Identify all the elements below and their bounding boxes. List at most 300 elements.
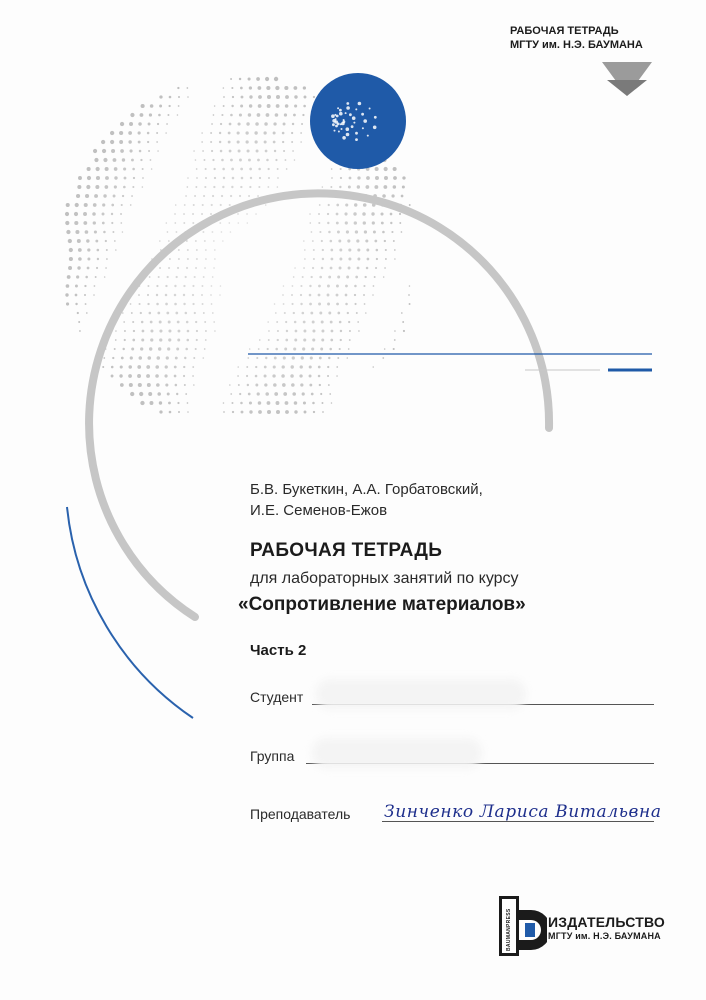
sphere-dot <box>219 141 221 143</box>
sphere-dot <box>147 285 149 287</box>
sphere-dot <box>294 159 296 161</box>
sphere-dot <box>309 213 311 215</box>
sphere-dot <box>187 177 189 179</box>
sphere-dot <box>257 113 261 117</box>
sphere-dot <box>363 294 365 296</box>
sphere-dot <box>337 231 340 234</box>
sphere-dot <box>292 392 296 396</box>
sphere-dot <box>327 213 329 215</box>
sphere-dot <box>339 249 342 252</box>
sphere-dot <box>77 266 80 269</box>
sphere-dot <box>339 186 341 188</box>
sphere-dot <box>249 348 251 350</box>
sphere-dot <box>258 186 260 188</box>
sphere-dot <box>293 312 295 314</box>
sphere-dot <box>192 285 194 287</box>
sphere-dot <box>120 122 124 126</box>
sphere-dot <box>312 267 314 269</box>
sphere-dot <box>255 213 257 215</box>
sphere-dot <box>249 401 252 404</box>
sphere-dot <box>146 374 150 378</box>
sphere-dot <box>339 321 342 324</box>
sphere-dot <box>202 303 204 305</box>
sphere-dot <box>66 302 69 305</box>
sphere-dot <box>372 366 374 368</box>
sphere-dot <box>168 338 171 341</box>
sphere-dot <box>294 104 297 107</box>
sphere-dot <box>374 185 378 189</box>
sphere-dot <box>357 258 360 261</box>
sphere-dot <box>69 248 73 252</box>
sphere-dot <box>166 312 169 315</box>
sphere-dot <box>238 150 241 153</box>
sphere-dot <box>322 411 324 413</box>
sphere-dot <box>139 392 143 396</box>
sphere-dot <box>258 401 262 405</box>
sphere-dot <box>246 213 248 215</box>
sphere-dot <box>282 141 284 143</box>
sphere-dot <box>255 366 257 368</box>
sphere-dot <box>231 186 233 188</box>
sphere-dot <box>295 330 298 333</box>
sphere-dot <box>357 248 360 251</box>
sphere-dot <box>250 177 252 179</box>
sphere-dot <box>223 177 225 179</box>
sphere-highlight-dot <box>362 127 364 129</box>
sphere-dot <box>299 374 302 377</box>
blue-sphere-icon <box>310 73 406 169</box>
sphere-dot <box>345 221 348 224</box>
sphere-dot <box>147 383 151 387</box>
sphere-dot <box>394 258 396 260</box>
sphere-dot <box>245 131 248 134</box>
sphere-dot <box>348 348 350 350</box>
sphere-dot <box>75 285 78 288</box>
sphere-dot <box>103 194 106 197</box>
sphere-dot <box>249 95 252 98</box>
sphere-dot <box>174 366 177 369</box>
sphere-dot <box>355 276 358 279</box>
sphere-dot <box>185 276 187 278</box>
sphere-dot <box>394 330 396 332</box>
sphere-dot <box>364 303 366 305</box>
sphere-dot <box>156 141 158 143</box>
sphere-dot <box>119 140 123 144</box>
sphere-dot <box>265 150 268 153</box>
sphere-dot <box>366 267 369 270</box>
sphere-dot <box>159 240 161 242</box>
sphere-dot <box>264 383 267 386</box>
sphere-dot <box>210 294 212 296</box>
sphere-dot <box>147 294 149 296</box>
sphere-dot <box>120 213 122 215</box>
sphere-dot <box>133 177 135 179</box>
sphere-dot <box>347 357 349 359</box>
sphere-dot <box>175 384 178 387</box>
sphere-dot <box>147 132 150 135</box>
sphere-dot <box>327 285 330 288</box>
sphere-dot <box>194 195 196 197</box>
sphere-dot <box>248 159 251 162</box>
sphere-dot <box>336 366 338 368</box>
sphere-dot <box>274 77 278 81</box>
sphere-dot <box>321 330 324 333</box>
sphere-dot <box>183 285 185 287</box>
sphere-dot <box>168 329 171 332</box>
sphere-dot <box>409 303 411 305</box>
sphere-dot <box>384 176 388 180</box>
sphere-dot <box>155 374 159 378</box>
sphere-dot <box>178 330 181 333</box>
sphere-dot <box>232 411 234 413</box>
sphere-dot <box>196 330 198 332</box>
sphere-dot <box>265 392 269 396</box>
sphere-dot <box>372 221 375 224</box>
sphere-dot <box>213 186 215 188</box>
sphere-highlight-dot <box>352 116 356 120</box>
sphere-dot <box>102 213 105 216</box>
sphere-dot <box>101 140 105 144</box>
sphere-dot <box>142 330 145 333</box>
sphere-dot <box>214 330 216 332</box>
sphere-dot <box>249 104 252 107</box>
sphere-dot <box>293 347 296 350</box>
publisher-vertical-text: BAUMANPRESS <box>506 908 512 952</box>
sphere-dot <box>87 167 91 171</box>
sphere-dot <box>266 159 269 162</box>
sphere-dot <box>230 159 233 162</box>
sphere-dot <box>212 231 214 233</box>
sphere-dot <box>132 186 134 188</box>
sphere-dot <box>196 168 198 170</box>
sphere-dot <box>238 384 240 386</box>
sphere-dot <box>390 222 392 224</box>
sphere-dot <box>241 411 244 414</box>
sphere-dot <box>183 222 185 224</box>
sphere-dot <box>68 266 72 270</box>
sphere-dot <box>102 149 106 153</box>
sphere-dot <box>196 177 198 179</box>
sphere-dot <box>114 185 117 188</box>
sphere-dot <box>367 258 370 261</box>
sphere-dot <box>75 203 79 207</box>
publisher-name: ИЗДАТЕЛЬСТВО <box>548 914 666 930</box>
series-title-line1: РАБОЧАЯ ТЕТРАДЬ <box>510 25 619 37</box>
sphere-dot <box>203 195 205 197</box>
sphere-dot <box>138 122 141 125</box>
sphere-dot <box>158 276 160 278</box>
sphere-dot <box>282 132 285 135</box>
sphere-dot <box>165 132 167 134</box>
sphere-dot <box>229 150 232 153</box>
sphere-dot <box>168 402 171 405</box>
sphere-dot <box>165 294 168 297</box>
sphere-dot <box>187 87 189 89</box>
sphere-dot <box>195 348 197 350</box>
sphere-dot <box>177 114 179 116</box>
sphere-dot <box>293 114 296 117</box>
sphere-dot <box>151 168 153 170</box>
sphere-dot <box>221 114 223 116</box>
sphere-dot <box>327 303 330 306</box>
sphere-dot <box>336 375 338 377</box>
sphere-dot <box>192 222 194 224</box>
sphere-dot <box>75 230 79 234</box>
teacher-name: Зинченко Лариса Витальвна <box>384 802 662 822</box>
sphere-dot <box>284 348 287 351</box>
sphere-dot <box>393 167 397 171</box>
sphere-dot <box>391 194 394 197</box>
sphere-dot <box>159 401 162 404</box>
sphere-highlight-dot <box>369 108 371 110</box>
sphere-highlight-dot <box>351 125 354 128</box>
sphere-dot <box>393 185 396 188</box>
sphere-dot <box>371 212 374 215</box>
sphere-dot <box>399 213 401 215</box>
sphere-dot <box>183 375 185 377</box>
sphere-dot <box>283 303 285 305</box>
sphere-dot <box>312 402 315 405</box>
sphere-dot <box>174 294 177 297</box>
sphere-dot <box>94 230 97 233</box>
sphere-dot <box>205 168 207 170</box>
sphere-dot <box>300 303 302 305</box>
sphere-dot <box>366 176 370 180</box>
sphere-dot <box>285 159 287 161</box>
sphere-dot <box>240 402 243 405</box>
sphere-dot <box>312 240 314 242</box>
sphere-dot <box>331 168 333 170</box>
sphere-dot <box>193 150 195 152</box>
sphere-dot <box>212 195 214 197</box>
sphere-dot <box>267 186 269 188</box>
sphere-dot <box>284 113 287 116</box>
sphere-dot <box>212 276 214 278</box>
sphere-dot <box>258 410 262 414</box>
group-field[interactable] <box>250 744 654 768</box>
sphere-dot <box>84 203 88 207</box>
sphere-dot <box>139 303 141 305</box>
sphere-dot <box>138 131 141 134</box>
sphere-dot <box>230 195 232 197</box>
sphere-dot <box>390 213 393 216</box>
sphere-highlight-dot <box>346 106 350 110</box>
sphere-dot <box>254 131 257 134</box>
sphere-dot <box>230 78 232 80</box>
sphere-dot <box>95 240 98 243</box>
sphere-dot <box>97 249 100 252</box>
sphere-dot <box>313 96 315 98</box>
sphere-dot <box>212 312 214 314</box>
sphere-dot <box>210 132 212 134</box>
sphere-dot <box>303 321 306 324</box>
sphere-dot <box>142 168 144 170</box>
sphere-dot <box>84 285 86 287</box>
sphere-dot <box>402 321 404 323</box>
teacher-field[interactable] <box>250 802 662 826</box>
sphere-dot <box>237 140 240 143</box>
sphere-dot <box>65 293 68 296</box>
sphere-dot <box>177 339 180 342</box>
sphere-dot <box>140 312 142 314</box>
sphere-dot <box>129 383 133 387</box>
sphere-dot <box>257 86 261 90</box>
sphere-dot <box>204 240 206 242</box>
sphere-dot <box>294 267 296 269</box>
sphere-dot <box>186 339 189 342</box>
sphere-dot <box>204 267 206 269</box>
sphere-dot <box>148 123 151 126</box>
sphere-dot <box>121 204 123 206</box>
sphere-dot <box>229 384 231 386</box>
sphere-dot <box>222 168 225 171</box>
sphere-dot <box>384 267 386 269</box>
sphere-dot <box>336 294 339 297</box>
sphere-dot <box>319 357 322 360</box>
sphere-dot <box>132 339 135 342</box>
sphere-dot <box>255 140 258 143</box>
down-triangle-icon <box>602 62 652 96</box>
sphere-dot <box>258 95 262 99</box>
sphere-dot <box>192 294 194 296</box>
sphere-dot <box>87 176 91 180</box>
sphere-dot <box>85 303 87 305</box>
sphere-dot <box>393 240 395 242</box>
sphere-highlight-dot <box>346 102 349 105</box>
sphere-dot <box>149 347 152 350</box>
sphere-dot <box>157 150 159 152</box>
sphere-dot <box>310 312 313 315</box>
sphere-dot <box>132 168 135 171</box>
sphere-dot <box>221 159 224 162</box>
sphere-dot <box>77 185 81 189</box>
sphere-dot <box>77 312 79 314</box>
sphere-dot <box>363 203 367 207</box>
sphere-dot <box>150 330 153 333</box>
student-field[interactable] <box>250 685 654 709</box>
sphere-dot <box>340 168 342 170</box>
sphere-dot <box>119 374 122 377</box>
sphere-dot <box>111 366 114 369</box>
sphere-dot <box>274 150 276 152</box>
sphere-dot <box>137 365 141 369</box>
sphere-dot <box>205 258 207 260</box>
sphere-dot <box>102 366 104 368</box>
sphere-dot <box>146 365 150 369</box>
sphere-dot <box>267 348 269 350</box>
sphere-dot <box>137 374 141 378</box>
sphere-dot <box>294 321 297 324</box>
sphere-dot <box>259 339 261 341</box>
sphere-dot <box>256 150 259 153</box>
sphere-highlight-dot <box>332 123 335 126</box>
sphere-dot <box>345 303 348 306</box>
sphere-dot <box>192 303 194 305</box>
sphere-dot <box>339 267 342 270</box>
sphere-dot <box>141 321 144 324</box>
sphere-dot <box>248 195 250 197</box>
sphere-dot <box>339 258 342 261</box>
sphere-dot <box>256 357 258 359</box>
sphere-dot <box>204 186 206 188</box>
sphere-dot <box>195 186 197 188</box>
sphere-highlight-dot <box>340 123 342 125</box>
sphere-dot <box>123 186 126 189</box>
sphere-dot <box>239 393 241 395</box>
course-name: «Сопротивление материалов» <box>238 594 526 615</box>
sphere-dot <box>290 374 294 378</box>
sphere-dot <box>121 357 124 360</box>
sphere-dot <box>311 276 313 278</box>
sphere-dot <box>231 402 233 404</box>
sphere-dot <box>192 366 194 368</box>
sphere-dot <box>376 249 379 252</box>
sphere-dot <box>158 114 161 117</box>
sphere-dot <box>202 204 204 206</box>
sphere-dot <box>353 212 356 215</box>
sphere-dot <box>310 356 313 359</box>
sphere-dot <box>214 258 216 260</box>
sphere-dot <box>65 212 69 216</box>
sphere-dot <box>167 393 170 396</box>
sphere-dot <box>282 365 285 368</box>
sphere-dot <box>211 123 213 125</box>
sphere-dot <box>268 177 270 179</box>
sphere-dot <box>193 384 195 386</box>
sphere-dot <box>336 222 339 225</box>
sphere-dot <box>159 321 162 324</box>
sphere-dot <box>230 393 232 395</box>
book-part: Часть 2 <box>250 642 307 659</box>
sphere-dot <box>237 375 239 377</box>
sphere-dot <box>274 303 276 305</box>
sphere-dot <box>184 204 186 206</box>
sphere-dot <box>408 294 410 296</box>
sphere-dot <box>283 150 285 152</box>
sphere-dot <box>86 312 88 314</box>
sphere-dot <box>277 330 279 332</box>
sphere-dot <box>231 87 233 89</box>
sphere-dot <box>373 231 376 234</box>
sphere-dot <box>294 401 298 405</box>
sphere-dot <box>246 140 249 143</box>
sphere-dot <box>264 122 268 126</box>
sphere-dot <box>202 357 204 359</box>
sphere-dot <box>318 213 320 215</box>
sphere-dot <box>393 348 395 350</box>
sphere-highlight-dot <box>339 112 343 116</box>
sphere-dot <box>202 231 204 233</box>
sphere-dot <box>142 186 144 188</box>
sphere-dot <box>103 231 106 234</box>
sphere-dot <box>75 294 78 297</box>
sphere-highlight-dot <box>358 102 362 106</box>
sphere-dot <box>329 393 331 395</box>
sphere-dot <box>240 105 243 108</box>
sphere-dot <box>65 221 69 225</box>
sphere-dot <box>329 348 332 351</box>
sphere-dot <box>382 357 384 359</box>
sphere-dot <box>364 230 367 233</box>
sphere-dot <box>249 410 252 413</box>
sphere-dot <box>248 393 251 396</box>
sphere-dot <box>273 132 276 135</box>
sphere-dot <box>195 240 197 242</box>
sphere-dot <box>365 312 367 314</box>
sphere-dot <box>311 231 313 233</box>
sphere-dot <box>266 113 270 117</box>
sphere-dot <box>327 375 329 377</box>
